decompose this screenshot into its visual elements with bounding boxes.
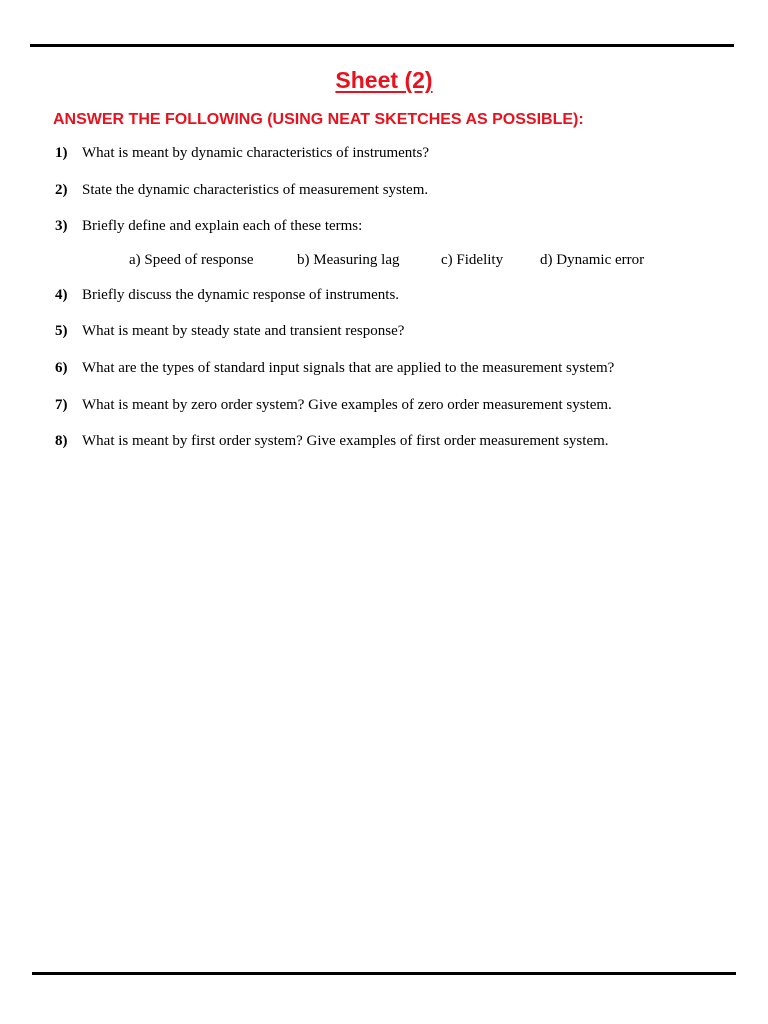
question-text: What is meant by dynamic characteristics of instruments? <box>82 145 429 161</box>
question-text: What is meant by steady state and transient response? <box>82 323 405 339</box>
question-text: What is meant by zero order system? Give examples of zero order measurement system. <box>82 397 612 413</box>
question-number: 8) <box>55 433 68 449</box>
question-number: 3) <box>55 218 68 234</box>
question-text: State the dynamic characteristics of measurement system. <box>82 182 429 198</box>
question-number: 2) <box>55 182 68 198</box>
question-1 <box>55 145 429 162</box>
term-fidelity: c) Fidelity <box>441 252 504 268</box>
sheet-title: Sheet (2) <box>335 67 433 93</box>
question-text: Briefly define and explain each of these terms: <box>82 218 363 234</box>
question-6 <box>55 360 614 377</box>
term-dynamic-error: d) Dynamic error <box>540 252 645 268</box>
question-number: 6) <box>55 360 68 376</box>
question-number: 1) <box>55 145 68 161</box>
question-8 <box>55 433 609 450</box>
bottom-rule <box>32 972 736 975</box>
question-text: What are the types of standard input signals that are applied to the measurement system? <box>82 360 615 376</box>
question-3 <box>55 218 362 235</box>
question-text: What is meant by first order system? Give examples of first order measurement system. <box>82 433 609 449</box>
question-7 <box>55 397 612 414</box>
question-number: 4) <box>55 287 68 303</box>
top-rule <box>30 44 734 47</box>
question-4 <box>55 287 399 304</box>
question-5 <box>55 323 404 340</box>
term-measuring-lag: b) Measuring lag <box>297 252 400 268</box>
question-2 <box>55 182 428 199</box>
term-speed-of-response: a) Speed of response <box>129 252 254 268</box>
question-text: Briefly discuss the dynamic response of instruments. <box>82 287 400 303</box>
question-number: 7) <box>55 397 68 413</box>
instructions-heading: ANSWER THE FOLLOWING (USING NEAT SKETCHES AS POSSIBLE): <box>53 111 584 128</box>
question-number: 5) <box>55 323 68 339</box>
